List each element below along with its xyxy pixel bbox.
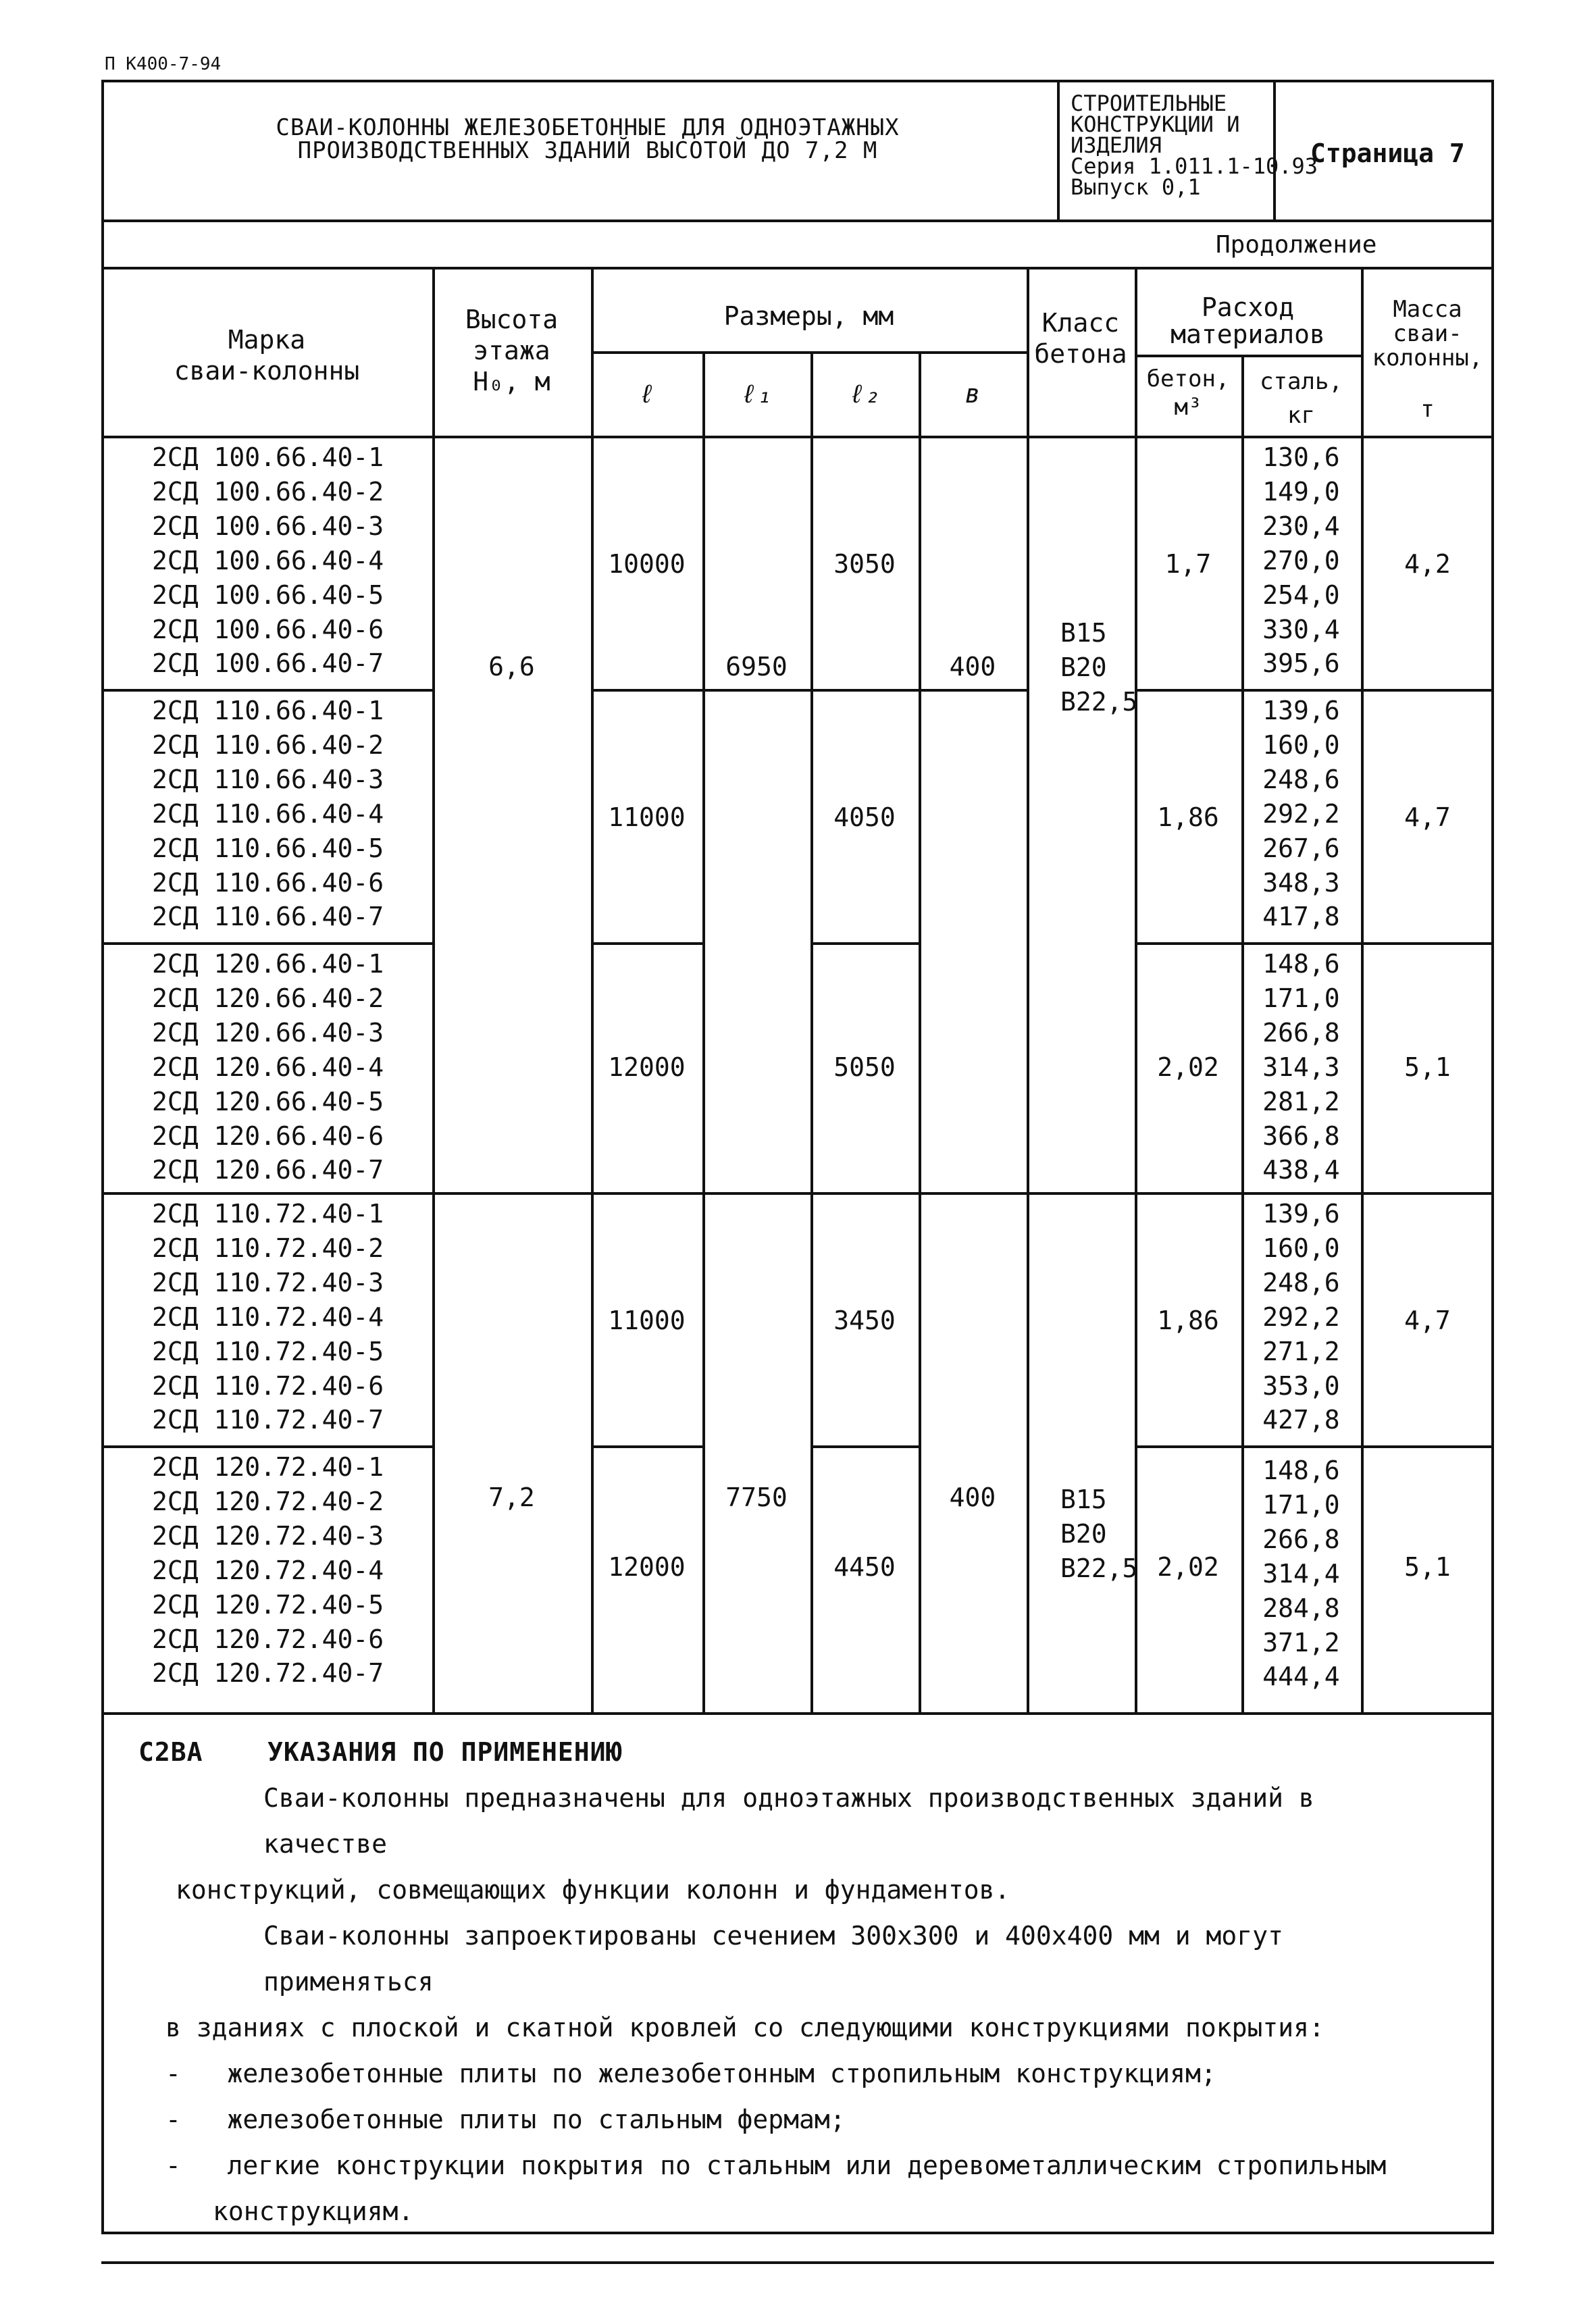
col-header-concrete-l1: бетон, [1146,365,1230,392]
notes-prefix: С2ВА [138,1737,203,1767]
group-line-4a [101,1445,432,1448]
notes-title-row [138,1729,1422,1775]
col-header-height-l3: H₀, м [473,367,550,396]
col-header-mass-l4: т [1420,396,1435,423]
note-bullet-2: - железобетонные плиты по стальным фермам; [165,2105,846,2134]
group-line-1c [1135,689,1494,692]
group-2-steel: 139,6 160,0 248,6 292,2 267,6 348,3 417,8 [1262,696,1340,932]
group-3-l2: 5050 [833,1052,896,1082]
col-header-l2: ℓ₂ [849,379,880,409]
note-p1a: Сваи-колонны предназначены для одноэтажных производственных зданий в качестве [263,1783,1314,1859]
title-line-1: СВАИ-КОЛОННЫ ЖЕЛЕЗОБЕТОННЫЕ ДЛЯ ОДНОЭТАЖНЫХ [276,114,900,141]
document-title [135,116,1040,162]
group-3-mass: 5,1 [1404,1052,1451,1082]
document-code: П К400-7-94 [105,54,222,74]
group-5-l: 12000 [608,1552,686,1582]
col-header-mass-l1: Масса [1393,296,1462,323]
col-header-steel-l1: сталь, [1260,368,1343,395]
header-divider-1 [1057,80,1060,221]
group-4-l: 11000 [608,1306,686,1335]
col-header-steel [1241,365,1361,432]
table-bottom-line [101,1712,1494,1715]
group-line-3 [101,1192,1494,1195]
group-1-steel: 130,6 149,0 230,4 270,0 254,0 330,4 395,6 [1262,442,1340,679]
col-header-class-l2: бетона [1034,339,1127,369]
group-4-steel: 139,6 160,0 248,6 292,2 271,2 353,0 427,8 [1262,1199,1340,1435]
note-p1b: конструкций, совмещающих функции колонн и фундаментов. [176,1875,1010,1905]
group-1-mass: 4,2 [1404,549,1451,579]
group-line-2a [101,942,432,945]
group-2-marks: 2СД 110.66.40-1 2СД 110.66.40-2 2СД 110.66.40-3 2СД 110.66.40-4 2СД 110.66.40-5 2СД 110.66.40-6 2СД 110.66.40-7 [152,696,384,932]
table-top-line [101,267,1494,269]
group-2-mass: 4,7 [1404,802,1451,832]
group-line-2c [810,942,919,945]
header-bottom-line [101,220,1494,222]
col-header-mass-l2: сваи- [1393,320,1462,347]
note-p2a: Сваи-колонны запроектированы сечением 300х300 и 400х400 мм и могут применяться [263,1921,1283,1997]
series-line-5: Выпуск 0,1 [1071,174,1201,200]
note-bullet-3b: конструкциям. [213,2196,414,2226]
col-header-mark-l1: Марка [228,325,306,355]
series-line-4: Серия 1.011.1-10.93 [1071,153,1318,179]
col-header-mass-l3: колонны, [1372,344,1483,371]
continuation-label: Продолжение [1216,231,1377,259]
b-72: 400 [949,1483,996,1512]
l1-72: 7750 [725,1483,788,1512]
b-66: 400 [949,652,996,682]
note-p2b: в зданиях с плоской и скатной кровлей со следующими конструкциями покрытия: [165,2013,1324,2042]
group-5-concrete: 2,02 [1157,1552,1219,1582]
notes-title: УКАЗАНИЯ ПО ПРИМЕНЕНИЮ [267,1737,623,1767]
concrete-class-72: В15 В20 В22,5 [1060,1485,1138,1583]
col-header-height-l1: Высота [465,305,559,334]
height-72: 7,2 [488,1483,535,1512]
group-1-concrete: 1,7 [1164,549,1212,579]
usage-subheader-line [1135,355,1361,357]
group-line-2d [1135,942,1494,945]
group-3-l: 12000 [608,1052,686,1082]
dims-subheader-line [591,351,1027,354]
col-line-9 [1361,267,1364,1714]
col-header-usage [1135,294,1361,348]
col-header-height [432,304,591,397]
title-line-2: ПРОИЗВОДСТВЕННЫХ ЗДАНИЙ ВЫСОТОЙ ДО 7,2 М [297,137,878,164]
group-4-mass: 4,7 [1404,1306,1451,1335]
concrete-class-66: В15 В20 В22,5 [1060,618,1138,717]
group-2-l: 11000 [608,802,686,832]
col-header-concrete [1135,365,1241,421]
col-header-dims: Размеры, мм [723,301,894,331]
group-4-concrete: 1,86 [1157,1306,1219,1335]
col-header-usage-l2: материалов [1170,319,1325,349]
group-line-4d [1135,1445,1494,1448]
col-header-mark-l2: сваи-колонны [174,356,360,386]
group-3-concrete: 2,02 [1157,1052,1219,1082]
group-1-l: 10000 [608,549,686,579]
col-header-height-l2: этажа [473,336,550,365]
group-line-4b [591,1445,702,1448]
col-line-6 [1027,267,1029,1714]
col-header-mass [1361,297,1494,421]
group-2-l2: 4050 [833,802,896,832]
col-header-class [1027,307,1135,369]
group-5-marks: 2СД 120.72.40-1 2СД 120.72.40-2 2СД 120.72.40-3 2СД 120.72.40-4 2СД 120.72.40-5 2СД 120.72.40-6 2СД 120.72.40-7 [152,1452,384,1689]
col-header-l1: ℓ₁ [741,379,772,409]
group-line-2b [591,942,702,945]
page-label: Страница 7 [1310,138,1465,168]
col-header-mark [101,324,432,386]
group-5-mass: 5,1 [1404,1552,1451,1582]
page-bottom-line [101,2261,1494,2264]
group-3-steel: 148,6 171,0 266,8 314,3 281,2 366,8 438,4 [1262,949,1340,1185]
group-1-l2: 3050 [833,549,896,579]
note-bullet-3: - легкие конструкции покрытия по стальным или деревометаллическим стропильным [165,2151,1387,2180]
group-line-1a [101,689,432,692]
series-block [1071,93,1318,198]
series-line-1: СТРОИТЕЛЬНЫЕ [1071,91,1227,116]
group-2-concrete: 1,86 [1157,802,1219,832]
group-1-marks: 2СД 100.66.40-1 2СД 100.66.40-2 2СД 100.66.40-3 2СД 100.66.40-4 2СД 100.66.40-5 2СД 100.66.40-6 2СД 100.66.40-7 [152,442,384,679]
group-5-steel: 148,6 171,0 266,8 314,4 284,8 371,2 444,4 [1262,1456,1340,1692]
group-line-4c [810,1445,919,1448]
series-line-3: ИЗДЕЛИЯ [1071,132,1162,158]
group-4-marks: 2СД 110.72.40-1 2СД 110.72.40-2 2СД 110.72.40-3 2СД 110.72.40-4 2СД 110.72.40-5 2СД 110.72.40-6 2СД 110.72.40-7 [152,1199,384,1435]
col-header-concrete-l2: м³ [1174,394,1202,421]
col-header-l: ℓ [639,379,654,409]
group-line-1b [591,689,1027,692]
note-bullet-1: - железобетонные плиты по железобетонным стропильным конструкциям; [165,2059,1216,2088]
col-header-steel-l2: кг [1287,402,1315,429]
series-line-2: КОНСТРУКЦИИ И [1071,111,1240,137]
group-5-l2: 4450 [833,1552,896,1582]
col-header-class-l1: Класс [1041,308,1120,338]
group-3-marks: 2СД 120.66.40-1 2СД 120.66.40-2 2СД 120.66.40-3 2СД 120.66.40-4 2СД 120.66.40-5 2СД 120.66.40-6 2СД 120.66.40-7 [152,949,384,1185]
col-header-b: в [964,379,981,409]
col-header-usage-l1: Расход [1201,292,1295,322]
col-line-2 [591,267,594,1714]
l1-66: 6950 [725,652,788,682]
group-4-l2: 3450 [833,1306,896,1335]
table-header-bottom-line [101,436,1494,438]
height-66: 6,6 [488,652,535,682]
usage-notes [138,1729,1422,2234]
